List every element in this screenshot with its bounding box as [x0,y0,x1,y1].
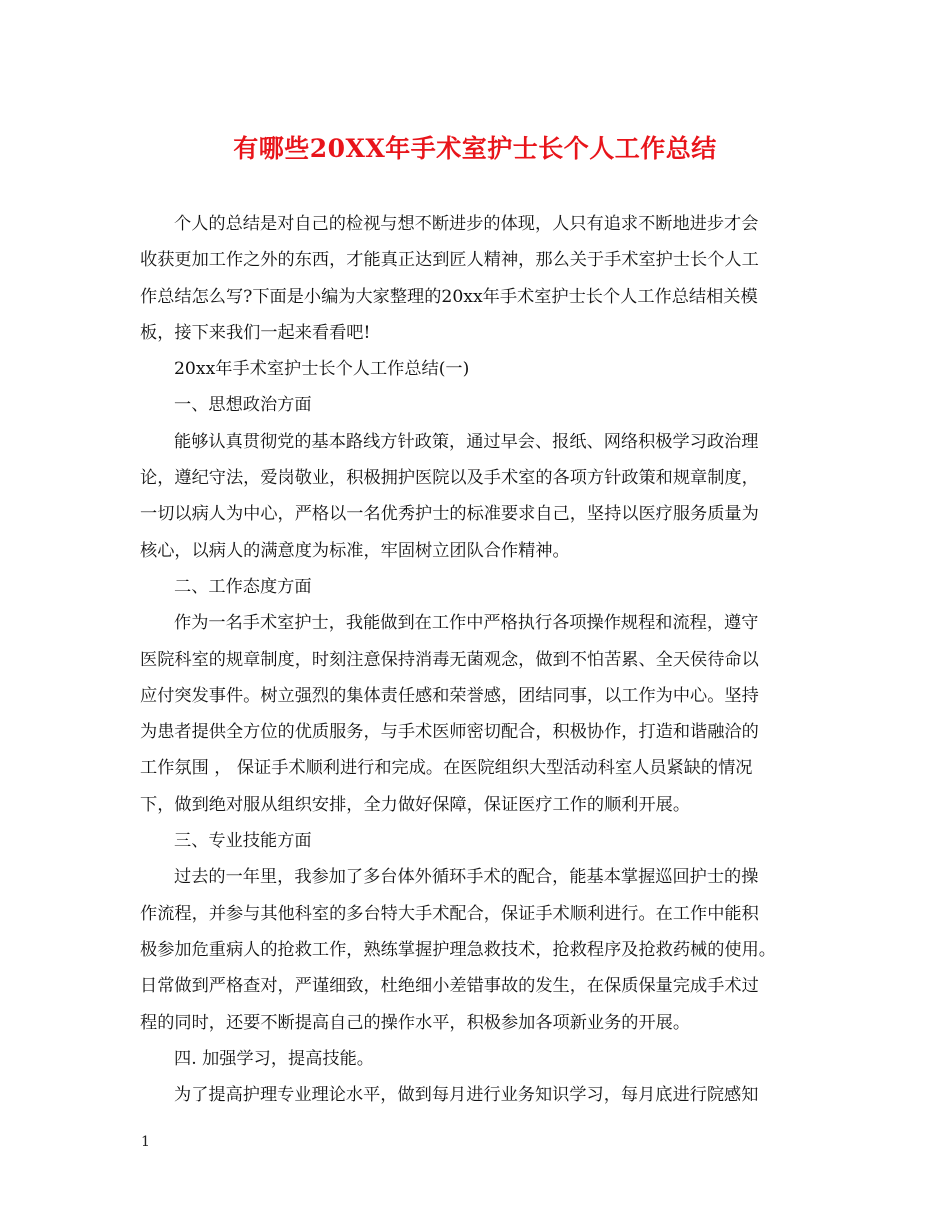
paragraph-line: 作总结怎么写?下面是小编为大家整理的20xx年手术室护士长个人工作总结相关模 [140,286,758,307]
section-heading: 二、工作态度方面 [174,576,312,597]
paragraph-line: 为了提高护理专业理论水平，做到每月进行业务知识学习，每月底进行院感知 [174,1085,759,1106]
paragraph-line: 极参加危重病人的抢救工作，熟练掌握护理急救技术，抢救程序及抢救药械的使用。 [140,939,776,960]
paragraph-line: 收获更加工作之外的东西，才能真正达到匠人精神，那么关于手术室护士长个人工 [140,250,759,271]
paragraph-line: 程的同时，还要不断提高自己的操作水平，积极参加各项新业务的开展。 [140,1012,691,1033]
section-heading: 四. 加强学习，提高技能。 [174,1048,374,1069]
paragraph-line: 过去的一年里，我参加了多台体外循环手术的配合，能基本掌握巡回护士的操 [174,867,759,888]
paragraph-line: 作为一名手术室护士，我能做到在工作中严格执行各项操作规程和流程，遵守 [174,613,759,634]
paragraph-line: 医院科室的规章制度，时刻注意保持消毒无菌观念，做到不怕苦累、全天侯待命以 [140,649,759,670]
paragraph-line: 工作氛围 ， 保证手术顺利进行和完成。在医院组织大型活动科室人员紧缺的情况 [140,758,753,779]
paragraph-line: 能够认真贯彻党的基本路线方针政策，通过早会、报纸、网络积极学习政治理 [174,431,759,452]
section-heading: 20xx年手术室护士长个人工作总结(一) [174,359,470,380]
paragraph-line: 论，遵纪守法，爱岗敬业，积极拥护医院以及手术室的各项方针政策和规章制度， [140,468,759,489]
document-title: 有哪些20XX年手术室护士长个人工作总结 [233,134,717,163]
paragraph-line: 下，做到绝对服从组织安排，全力做好保障，保证医疗工作的顺利开展。 [140,794,691,815]
paragraph-line: 个人的总结是对自己的检视与想不断进步的体现，人只有追求不断地进步才会 [174,214,759,234]
paragraph-line: 日常做到严格查对，严谨细致，杜绝细小差错事故的发生，在保质保量完成手术过 [140,976,759,997]
paragraph-line: 板，接下来我们一起来看看吧! [140,322,371,343]
section-heading: 三、专业技能方面 [174,831,312,852]
paragraph-line: 核心，以病人的满意度为标准，牢固树立团队合作精神。 [140,540,570,561]
document-body [140,206,825,1113]
page-number: 1 [141,1134,150,1150]
paragraph-line: 为患者提供全方位的优质服务，与手术医师密切配合，积极协作，打造和谐融洽的 [140,722,759,743]
paragraph-line: 一切以病人为中心，严格以一名优秀护士的标准要求自己，坚持以医疗服务质量为 [140,504,759,525]
paragraph-line: 作流程，并参与其他科室的多台特大手术配合，保证手术顺利进行。在工作中能积 [140,903,759,924]
section-heading: 一、思想政治方面 [174,395,312,416]
paragraph-line: 应付突发事件。树立强烈的集体责任感和荣誉感，团结同事，以工作为中心。坚持 [140,685,759,706]
